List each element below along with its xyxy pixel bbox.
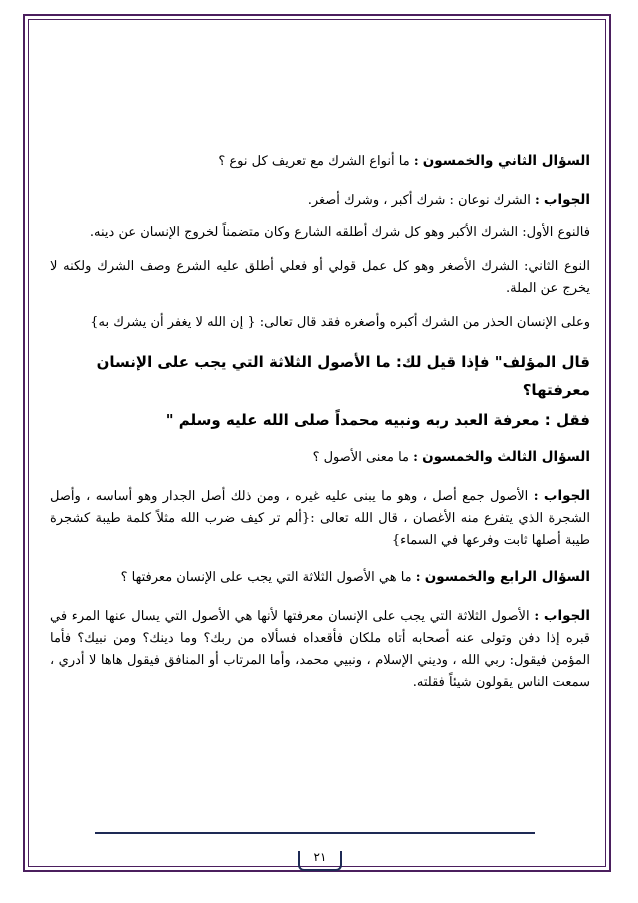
footer-rule [95,832,535,834]
answer-52-text: الشرك نوعان : شرك أكبر ، وشرك أصغر. [307,193,531,208]
question-53-text: ما معنى الأصول ؟ [312,450,410,465]
answer-53-text: الأصول جمع أصل ، وهو ما يبنى عليه غيره ، ومن ذلك أصل الجدار وهو أساسه ، وأصل الشجرة الذي يتفرع منه الأغصان ، قال الله تعالى :{ألم تر كيف ضرب الله مثلاً كلمة طيبة كشجرة طيبة أصلها ثابت وفرعها في السماء} [50,489,590,548]
page-number: ٢١ [313,850,327,864]
answer-54 [50,605,590,694]
author-quote-line-1: قال المؤلف" فإذا قيل لك: ما الأصول الثلاثة التي يجب على الإنسان معرفتها؟ [96,353,590,399]
answer-53-colon: : [533,489,539,504]
question-54-label: السؤال الرابع والخمسون [424,569,590,585]
author-quote-line-2: فقل : معرفة العبد ربه ونبيه محمداً صلى الله عليه وسلم " [165,411,590,429]
answer-54-label: الجواب [543,608,590,624]
answer-52-colon: : [534,193,540,208]
question-52-colon: : [413,154,419,169]
answer-53-label: الجواب [543,488,590,504]
page-content [50,150,590,706]
question-52-label: السؤال الثاني والخمسون [422,153,590,169]
question-54-text: ما هي الأصول الثلاثة التي يجب على الإنسان معرفتها ؟ [120,570,412,585]
question-54 [50,566,590,589]
question-53 [50,446,590,469]
answer-52-label: الجواب [543,192,590,208]
question-53-label: السؤال الثالث والخمسون [422,449,590,465]
question-54-colon: : [415,570,421,585]
answer-54-colon: : [534,609,540,624]
question-53-colon: : [413,450,418,465]
question-52-text: ما أنواع الشرك مع تعريف كل نوع ؟ [218,154,410,169]
answer-52-type-one: فالنوع الأول: الشرك الأكبر وهو كل شرك أطلقه الشارع وكان متضمناً لخروج الإنسان عن دينه. [89,225,590,240]
answer-52 [50,189,590,212]
answer-54-text: الأصول الثلاثة التي يجب على الإنسان معرفتها لأنها هي الأصول التي يسال عنها المرء في قبره إذا دفن وتولى عنه أصحابه أتاه ملكان فأقعداه فسألاه من ربك؟ وما دينك؟ ومن نبيك؟ فأما المؤمن فيقول: ربي الله ، وديني الإسلام ، ونبيي محمد، وأما المرتاب أو المنافق فيقول هاها لا أدري ، سمعت الناس يقولون شيئاً فقلته. [50,609,590,690]
answer-52-warning: وعلى الإنسان الحذر من الشرك أكبره وأصغره فقد قال تعالى: { إن الله لا يغفر أن يشرك به} [90,315,590,330]
answer-53 [50,485,590,552]
answer-52-type-two: النوع الثاني: الشرك الأصغر وهو كل عمل قولي أو فعلي أطلق عليه الشرع وصف الشرك ولكنه لا يخرج عن الملة. [50,259,590,296]
question-52 [50,150,590,173]
